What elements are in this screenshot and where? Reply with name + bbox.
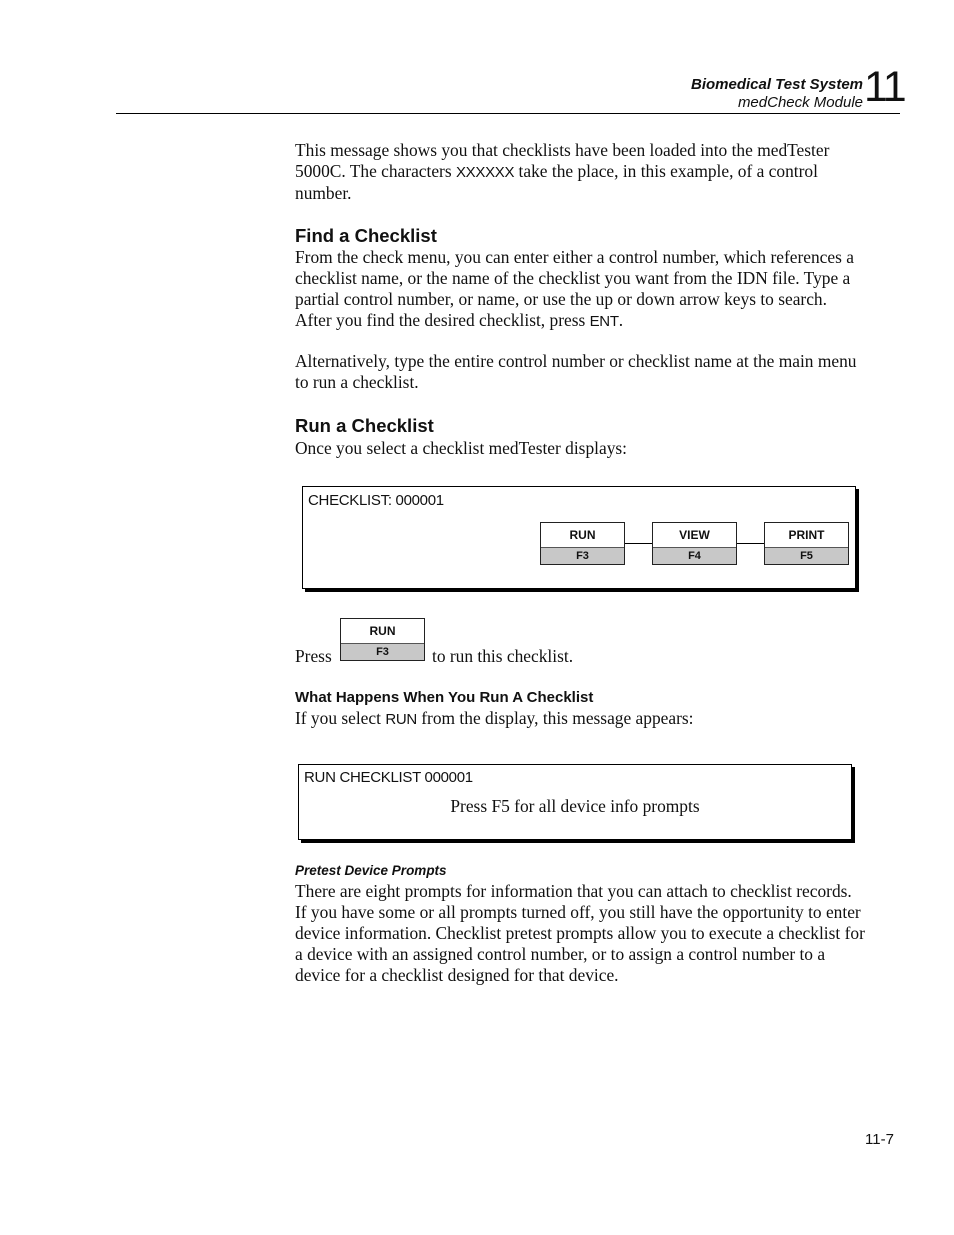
find-code: ENT: [589, 313, 619, 330]
softkey-label: RUN: [569, 528, 596, 542]
what-happens-code: RUN: [385, 711, 417, 728]
intro-text-end: take the place, in this example, of a control number.: [295, 161, 818, 203]
what-happens-text: If you select: [295, 708, 386, 728]
find-paragraph-1: [295, 247, 865, 332]
key-connector: [625, 543, 653, 544]
find-text-end: .: [618, 310, 624, 330]
key-connector: [737, 543, 765, 544]
display-line-1: RUN CHECKLIST 000001: [304, 769, 473, 786]
pretest-paragraph: There are eight prompts for information that you can attach to checklist records. If you have some or all prompts turned off, you still have the opportunity to enter device information. Checklist pretest prompts allow you to execute a checklist for a device with an assigned control number, or to assign a control number to a device for a checklist designed for that device.: [295, 881, 865, 985]
intro-text: This message shows you that checklists have been loaded into the medTester 5000C. The characters: [295, 140, 830, 181]
run-paragraph: Once you select a checklist medTester displays:: [295, 438, 627, 458]
subsection-heading-what-happens: What Happens When You Run A Checklist: [295, 689, 594, 706]
softkey-print[interactable]: [764, 522, 849, 565]
softkey-view[interactable]: [652, 522, 737, 565]
press-label: Press: [295, 646, 332, 666]
inline-softkey-run[interactable]: [340, 618, 425, 661]
softkey-label: VIEW: [679, 528, 710, 542]
softkey-fkey: F4: [653, 547, 736, 564]
softkey-fkey: F5: [765, 547, 848, 564]
find-text: From the check menu, you can enter either a control number, which references a checklist name, or the name of the checklist you want from the IDN file. Type a partial control number, or name, or use the up or down arrow keys to search. After you find the desired checklist, press: [295, 247, 854, 330]
softkey-label: PRINT: [788, 528, 825, 542]
softkey-fkey: F3: [541, 547, 624, 564]
chapter-number: 11: [864, 63, 905, 111]
header-rule: [116, 113, 900, 114]
display-line-2: Press F5 for all device info prompts: [450, 796, 700, 816]
subsection-heading-pretest: Pretest Device Prompts: [295, 863, 447, 878]
intro-code: XXXXXX: [455, 164, 515, 181]
page-number: 11-7: [865, 1131, 894, 1148]
section-heading-run: Run a Checklist: [295, 415, 434, 436]
checklist-display: [302, 486, 856, 589]
running-header-subtitle: medCheck Module: [737, 94, 863, 111]
run-checklist-display: [298, 764, 852, 840]
softkey-run[interactable]: [540, 522, 625, 565]
press-suffix: to run this checklist.: [432, 646, 574, 666]
display-text: CHECKLIST: 000001: [308, 492, 444, 509]
what-happens-paragraph: [295, 708, 865, 730]
section-heading-find: Find a Checklist: [295, 225, 437, 246]
softkey-label: RUN: [369, 624, 396, 638]
intro-paragraph: [295, 140, 865, 204]
softkey-fkey: F3: [341, 643, 424, 660]
running-header-title: Biomedical Test System: [690, 76, 863, 93]
find-paragraph-2: Alternatively, type the entire control number or checklist name at the main menu to run a checklist.: [295, 351, 857, 392]
what-happens-text-end: from the display, this message appears:: [416, 708, 694, 728]
